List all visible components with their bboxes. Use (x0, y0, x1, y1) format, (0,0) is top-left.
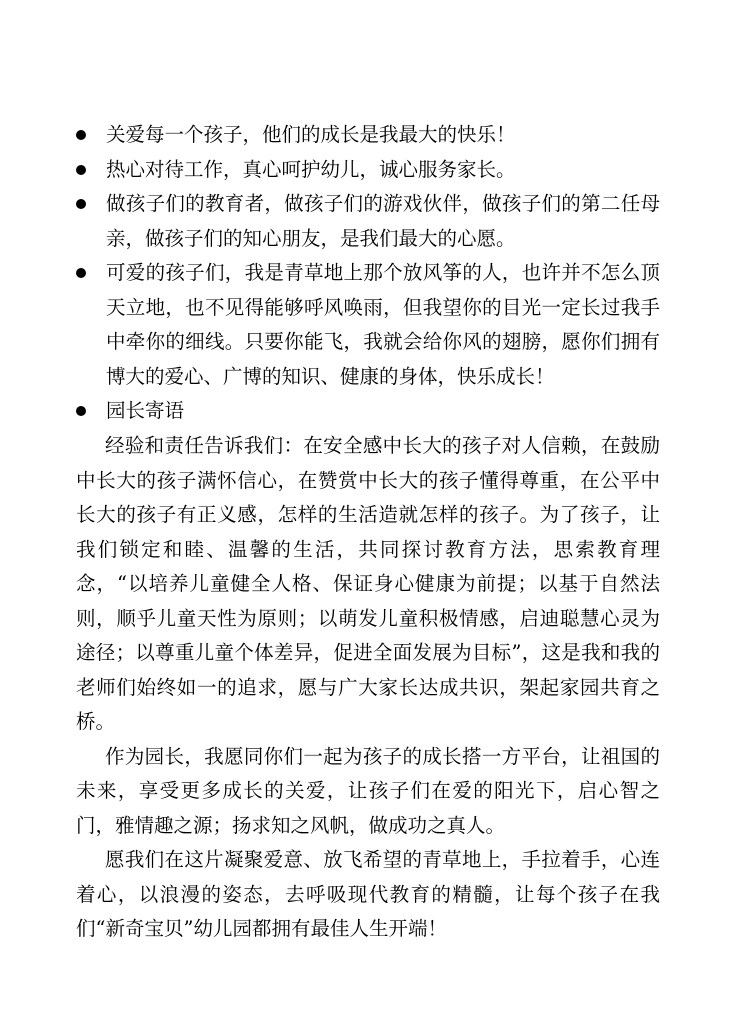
body-paragraphs (76, 429, 660, 947)
paragraph: 经验和责任告诉我们：在安全感中长大的孩子对人信赖，在鼓励中长大的孩子满怀信心，在赞赏中长大的孩子懂得尊重，在公平中长大的孩子有正义感，怎样的生活造就怎样的孩子。为了孩子，让我们锁定和睦、温馨的生活，共同探讨教育方法，思索教育理念，“以培养儿童健全人格、保证身心健康为前提；以基于自然法则，顺乎儿童天性为原则；以萌发儿童积极情感，启迪聪慧心灵为途径；以尊重儿童个体差异，促进全面发展为目标”，这是我和我的老师们始终如一的追求，愿与广大家长达成共识，架起家园共育之桥。 (76, 434, 660, 733)
bullet-icon (76, 268, 86, 278)
bullet-item (76, 187, 660, 256)
bullet-text: 可爱的孩子们，我是青草地上那个放风筝的人，也许并不怎么顶天立地，也不见得能够呼风唤雨，但我望你的目光一定长过我手中牵你的细线。只要你能飞，我就会给你风的翅膀，愿你们拥有博大的爱心、广博的知识、健康的身体，快乐成长！ (106, 261, 660, 388)
bullet-item (76, 118, 660, 153)
section-heading: 园长寄语 (106, 399, 185, 422)
paragraph: 愿我们在这片凝聚爱意、放飞希望的青草地上，手拉着手，心连着心，以浪漫的姿态，去呼吸现代教育的精髓，让每个孩子在我们“新奇宝贝”幼儿园都拥有最佳人生开端！ (76, 848, 660, 940)
bullet-text: 关爱每一个孩子，他们的成长是我最大的快乐！ (106, 123, 516, 146)
bullet-item-heading (76, 394, 660, 429)
bullet-icon (76, 406, 86, 416)
bullet-text: 热心对待工作，真心呵护幼儿，诚心服务家长。 (106, 157, 516, 181)
bullet-item (76, 153, 660, 188)
bullet-list (76, 118, 660, 429)
bullet-icon (76, 165, 86, 175)
paragraph: 作为园长，我愿同你们一起为孩子的成长搭一方平台，让祖国的未来，享受更多成长的关爱，让孩子们在爱的阳光下，启心智之门，雅情趣之源；扬求知之风帆，做成功之真人。 (76, 744, 660, 837)
bullet-icon (76, 199, 86, 209)
bullet-item (76, 256, 660, 394)
bullet-text: 做孩子们的教育者，做孩子们的游戏伙伴，做孩子们的第二任母亲，做孩子们的知心朋友，是我们最大的心愿。 (106, 192, 660, 250)
bullet-icon (76, 130, 86, 140)
